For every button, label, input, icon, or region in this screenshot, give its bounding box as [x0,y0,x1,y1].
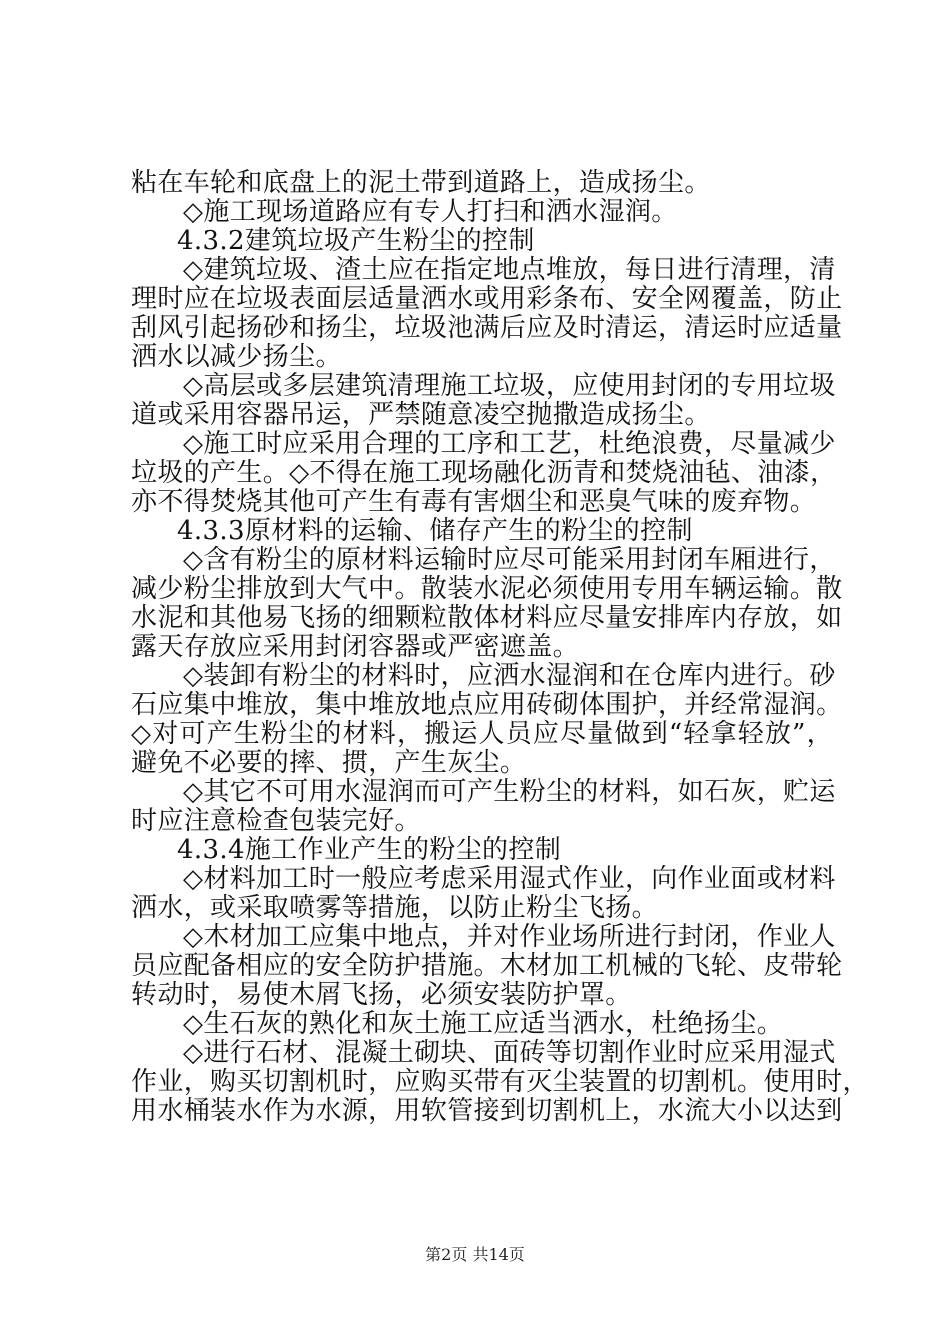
text-line: 刮风引起扬砂和扬尘，垃圾池满后应及时清运，清运时应适量 [131,313,843,343]
text-line: 水泥和其他易飞扬的细颗粒散体材料应尽量安排库内存放，如 [131,603,843,633]
text-line: 洒水，或采取喷雾等措施，以防止粉尘飞扬。 [131,893,659,923]
text-line: ◇木材加工应集中地点，并对作业场所进行封闭，作业人 [183,922,836,952]
text-line: 员应配备相应的安全防护措施。木材加工机械的飞轮、皮带轮 [131,951,843,981]
text-line: ◇其它不可用水湿润而可产生粉尘的材料，如石灰，贮运 [183,777,836,807]
text-line: 时应注意检查包装完好。 [131,806,421,836]
text-line: 转动时，易使木屑飞扬，必须安装防护罩。 [131,980,632,1010]
page-footer: 第2页 共14页 [425,1245,525,1264]
text-line: 石应集中堆放，集中堆放地点应用砖砌体围护，并经常湿润。 [131,690,843,720]
text-line: 粘在车轮和底盘上的泥土带到道路上，造成扬尘。 [131,168,711,198]
text-line: 4.3.2建筑垃圾产生粉尘的控制 [177,226,535,256]
text-line: ◇生石灰的熟化和灰土施工应适当洒水，杜绝扬尘。 [183,1009,784,1039]
text-line: ◇材料加工时一般应考虑采用湿式作业，向作业面或材料 [183,864,836,894]
text-line: 垃圾的产生。◇不得在施工现场融化沥青和焚烧油毡、油漆， [131,458,837,488]
text-line: 4.3.4施工作业产生的粉尘的控制 [177,835,562,865]
text-line: 洒水以减少扬尘。 [131,342,342,372]
text-line: 用水桶装水作为水源，用软管接到切割机上，水流大小以达到 [131,1096,843,1126]
document-body [131,168,869,1126]
text-line: 作业，购买切割机时，应购买带有灭尘装置的切割机。使用时， [131,1067,869,1097]
text-line: ◇高层或多层建筑清理施工垃圾，应使用封闭的专用垃圾 [183,371,836,401]
text-line: 亦不得焚烧其他可产生有毒有害烟尘和恶臭气味的废弃物。 [131,487,817,517]
text-line: 露天存放应采用封闭容器或严密遮盖。 [131,632,579,662]
text-line: 理时应在垃圾表面层适量洒水或用彩条布、安全网覆盖，防止 [131,284,843,314]
text-line: ◇进行石材、混凝土砌块、面砖等切割作业时应采用湿式 [183,1038,836,1068]
text-line: 减少粉尘排放到大气中。散装水泥必须使用专用车辆运输。散 [131,574,843,604]
text-line: ◇对可产生粉尘的材料，搬运人员应尽量做到“轻拿轻放”， [131,719,833,749]
text-line: ◇建筑垃圾、渣土应在指定地点堆放，每日进行清理，清 [183,255,836,285]
text-line: ◇含有粉尘的原材料运输时应尽可能采用封闭车厢进行， [183,545,836,575]
text-line: ◇施工现场道路应有专人打扫和洒水湿润。 [183,197,678,227]
text-line: ◇装卸有粉尘的材料时，应洒水湿润和在仓库内进行。砂 [183,661,836,691]
text-line: 道或采用容器吊运，严禁随意凌空抛撒造成扬尘。 [131,400,711,430]
text-line: ◇施工时应采用合理的工序和工艺，杜绝浪费，尽量减少 [183,429,836,459]
text-line: 4.3.3原材料的运输、储存产生的粉尘的控制 [177,516,693,546]
text-line: 避免不必要的摔、掼，产生灰尘。 [131,748,527,778]
